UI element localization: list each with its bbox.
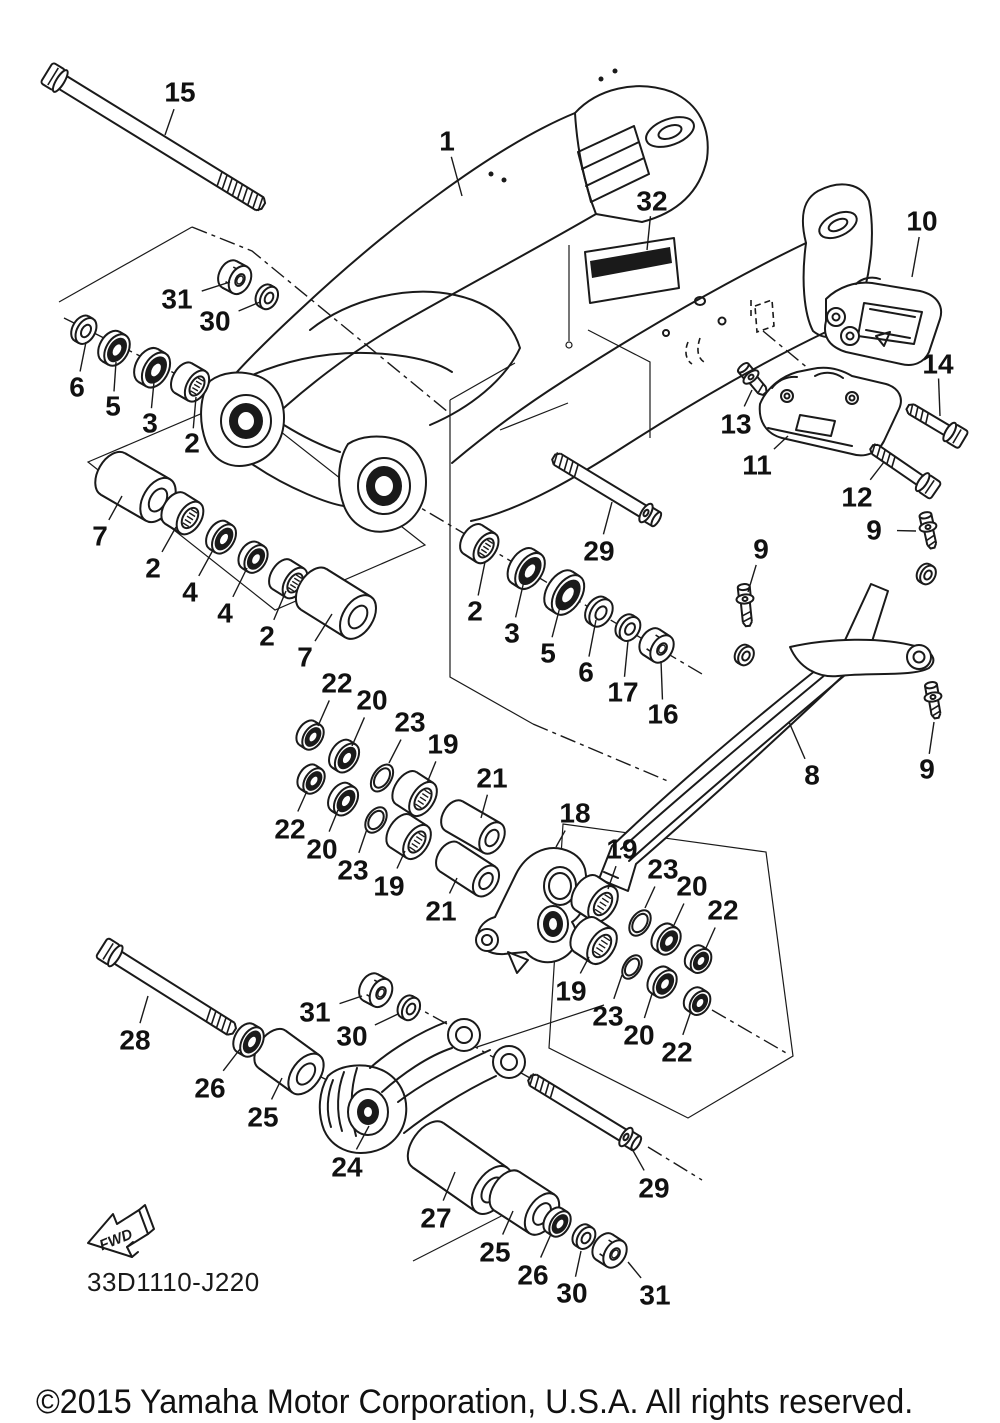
callout-8 bbox=[789, 722, 820, 791]
svg-text:31: 31 bbox=[161, 283, 193, 315]
svg-text:3: 3 bbox=[142, 407, 158, 439]
bolt-9 bbox=[917, 511, 941, 550]
svg-text:32: 32 bbox=[636, 185, 668, 217]
callout-20 bbox=[674, 871, 708, 926]
callout-9 bbox=[748, 534, 769, 593]
bush-3 bbox=[501, 543, 550, 595]
callout-23 bbox=[389, 707, 426, 764]
fwd-label: FWD bbox=[96, 1225, 136, 1255]
seal-22 bbox=[292, 717, 328, 754]
callout-28 bbox=[119, 996, 150, 1056]
callout-11 bbox=[742, 436, 788, 481]
svg-text:31: 31 bbox=[299, 996, 331, 1028]
svg-text:3: 3 bbox=[504, 617, 520, 649]
svg-text:9: 9 bbox=[919, 753, 935, 785]
callout-19 bbox=[555, 957, 589, 1007]
callout-22 bbox=[706, 895, 739, 949]
svg-text:2: 2 bbox=[259, 620, 275, 652]
bush-3 bbox=[128, 343, 176, 392]
callout-13 bbox=[720, 390, 752, 440]
svg-text:19: 19 bbox=[555, 975, 587, 1007]
copyright-text: ©2015 Yamaha Motor Corporation, U.S.A. All rights reserved. bbox=[36, 1383, 914, 1421]
svg-text:12: 12 bbox=[841, 481, 873, 513]
callout-17 bbox=[607, 641, 638, 708]
washer-30 bbox=[394, 992, 424, 1023]
bolt-28 bbox=[95, 937, 240, 1041]
svg-text:7: 7 bbox=[297, 641, 313, 673]
callout-30 bbox=[336, 1014, 398, 1052]
svg-text:30: 30 bbox=[199, 305, 231, 337]
svg-text:25: 25 bbox=[247, 1101, 279, 1133]
svg-text:11: 11 bbox=[742, 449, 772, 481]
callout-26 bbox=[194, 1049, 240, 1104]
bolt-12 bbox=[866, 438, 942, 499]
svg-text:23: 23 bbox=[592, 1000, 624, 1032]
svg-text:26: 26 bbox=[194, 1072, 226, 1104]
callout-16 bbox=[647, 661, 678, 730]
ring-23 bbox=[625, 906, 655, 939]
seal-22 bbox=[680, 983, 715, 1018]
svg-text:22: 22 bbox=[707, 894, 739, 926]
svg-text:13: 13 bbox=[720, 408, 752, 440]
svg-text:9: 9 bbox=[866, 514, 882, 546]
svg-text:24: 24 bbox=[331, 1151, 363, 1183]
callout-18 bbox=[556, 798, 591, 848]
callout-30 bbox=[556, 1251, 587, 1309]
nut-31 bbox=[355, 969, 397, 1011]
callout-21 bbox=[476, 763, 507, 819]
callout-22 bbox=[661, 1011, 692, 1068]
svg-text:23: 23 bbox=[337, 854, 369, 886]
svg-text:20: 20 bbox=[356, 684, 388, 716]
callout-19 bbox=[373, 851, 405, 902]
ring-23 bbox=[618, 952, 646, 983]
nut-31 bbox=[214, 256, 256, 298]
svg-text:16: 16 bbox=[647, 698, 679, 730]
svg-text:22: 22 bbox=[661, 1036, 693, 1068]
callout-7 bbox=[297, 614, 332, 673]
svg-text:10: 10 bbox=[906, 205, 938, 237]
callout-31 bbox=[628, 1262, 671, 1311]
svg-text:4: 4 bbox=[182, 576, 198, 608]
svg-text:7: 7 bbox=[92, 520, 108, 552]
callout-14 bbox=[922, 349, 954, 417]
callout-20 bbox=[306, 810, 338, 865]
bearing-19 bbox=[387, 766, 443, 821]
svg-text:21: 21 bbox=[476, 762, 508, 794]
seal-20 bbox=[643, 962, 682, 1002]
svg-text:19: 19 bbox=[606, 833, 638, 865]
oil-seal-5 bbox=[538, 565, 591, 621]
washer-6 bbox=[67, 312, 101, 348]
svg-text:31: 31 bbox=[639, 1279, 671, 1311]
callout-29 bbox=[631, 1147, 670, 1204]
bolt-29 bbox=[524, 1069, 644, 1154]
svg-text:2: 2 bbox=[145, 552, 161, 584]
svg-text:8: 8 bbox=[804, 759, 820, 791]
callout-29 bbox=[583, 502, 614, 567]
callout-22 bbox=[318, 668, 353, 727]
seal-22 bbox=[681, 941, 716, 976]
svg-text:15: 15 bbox=[164, 76, 196, 108]
svg-text:28: 28 bbox=[119, 1024, 151, 1056]
seal-20 bbox=[323, 778, 363, 820]
bolt-13 bbox=[734, 360, 771, 400]
svg-text:25: 25 bbox=[479, 1236, 511, 1268]
bolt-29 bbox=[548, 448, 664, 530]
callout-19 bbox=[427, 729, 459, 784]
svg-text:20: 20 bbox=[306, 833, 338, 865]
svg-text:22: 22 bbox=[274, 813, 306, 845]
seal-20 bbox=[647, 919, 686, 959]
callout-4 bbox=[217, 568, 247, 629]
callout-5 bbox=[105, 362, 121, 422]
callout-9 bbox=[866, 515, 916, 546]
warning-label-32 bbox=[585, 238, 679, 303]
bearing-19 bbox=[381, 809, 437, 864]
bearing-2 bbox=[455, 520, 504, 568]
pivot-shaft-15 bbox=[40, 62, 270, 217]
seal-22 bbox=[293, 761, 329, 798]
callout-9 bbox=[919, 722, 935, 785]
callout-15 bbox=[164, 77, 195, 136]
callout-30 bbox=[199, 302, 260, 337]
svg-text:6: 6 bbox=[578, 656, 594, 688]
callout-23 bbox=[337, 829, 368, 886]
svg-text:5: 5 bbox=[540, 637, 556, 669]
fwd-arrow-icon bbox=[88, 1205, 154, 1257]
svg-text:23: 23 bbox=[394, 706, 426, 738]
oil-seal-5 bbox=[93, 326, 135, 370]
svg-text:5: 5 bbox=[105, 390, 121, 422]
svg-text:29: 29 bbox=[583, 535, 615, 567]
seal-20 bbox=[324, 735, 364, 777]
svg-text:23: 23 bbox=[647, 853, 679, 885]
svg-text:27: 27 bbox=[420, 1202, 452, 1234]
washer-30 bbox=[252, 281, 282, 312]
svg-text:1: 1 bbox=[439, 125, 455, 157]
callout-20 bbox=[352, 685, 388, 747]
svg-text:18: 18 bbox=[559, 797, 591, 829]
callout-20 bbox=[623, 994, 654, 1051]
svg-text:4: 4 bbox=[217, 597, 233, 629]
bolt-9 bbox=[735, 583, 756, 627]
callout-2 bbox=[467, 562, 485, 627]
callout-6 bbox=[69, 342, 86, 403]
washer-6 bbox=[580, 592, 617, 631]
washer-9 bbox=[731, 642, 757, 668]
callout-23 bbox=[645, 854, 679, 909]
callout-26 bbox=[517, 1234, 551, 1291]
callout-25 bbox=[247, 1078, 282, 1133]
svg-text:20: 20 bbox=[623, 1019, 655, 1051]
svg-text:29: 29 bbox=[638, 1172, 670, 1204]
svg-text:2: 2 bbox=[467, 595, 483, 627]
bolt-14 bbox=[902, 398, 968, 449]
svg-text:19: 19 bbox=[373, 870, 405, 902]
callout-6 bbox=[578, 620, 596, 688]
callout-21 bbox=[425, 878, 457, 927]
callout-10 bbox=[906, 206, 937, 278]
svg-text:20: 20 bbox=[676, 870, 708, 902]
svg-text:30: 30 bbox=[556, 1277, 588, 1309]
callout-2 bbox=[145, 527, 176, 584]
callout-4 bbox=[182, 550, 213, 608]
svg-text:6: 6 bbox=[69, 371, 85, 403]
callout-2 bbox=[184, 397, 200, 459]
svg-text:17: 17 bbox=[607, 676, 639, 708]
svg-text:30: 30 bbox=[336, 1020, 368, 1052]
svg-text:14: 14 bbox=[922, 348, 954, 380]
diagram-code: 33D1110-J220 bbox=[87, 1267, 260, 1297]
seal-4 bbox=[234, 537, 273, 577]
svg-text:9: 9 bbox=[753, 533, 769, 565]
callout-5 bbox=[540, 603, 561, 669]
callout-7 bbox=[92, 496, 122, 552]
svg-text:2: 2 bbox=[184, 427, 200, 459]
callout-22 bbox=[274, 791, 307, 845]
seal-4 bbox=[201, 516, 241, 557]
svg-text:19: 19 bbox=[427, 728, 459, 760]
bolt-9 bbox=[922, 681, 945, 720]
nut-16 bbox=[635, 624, 679, 667]
callout-23 bbox=[592, 975, 623, 1032]
callout-12 bbox=[841, 462, 884, 513]
svg-text:21: 21 bbox=[425, 895, 457, 927]
svg-text:22: 22 bbox=[321, 667, 353, 699]
washer-17 bbox=[611, 610, 644, 644]
callout-3 bbox=[504, 581, 524, 649]
washer-9 bbox=[913, 561, 939, 587]
svg-text:26: 26 bbox=[517, 1259, 549, 1291]
callout-3 bbox=[142, 382, 158, 439]
